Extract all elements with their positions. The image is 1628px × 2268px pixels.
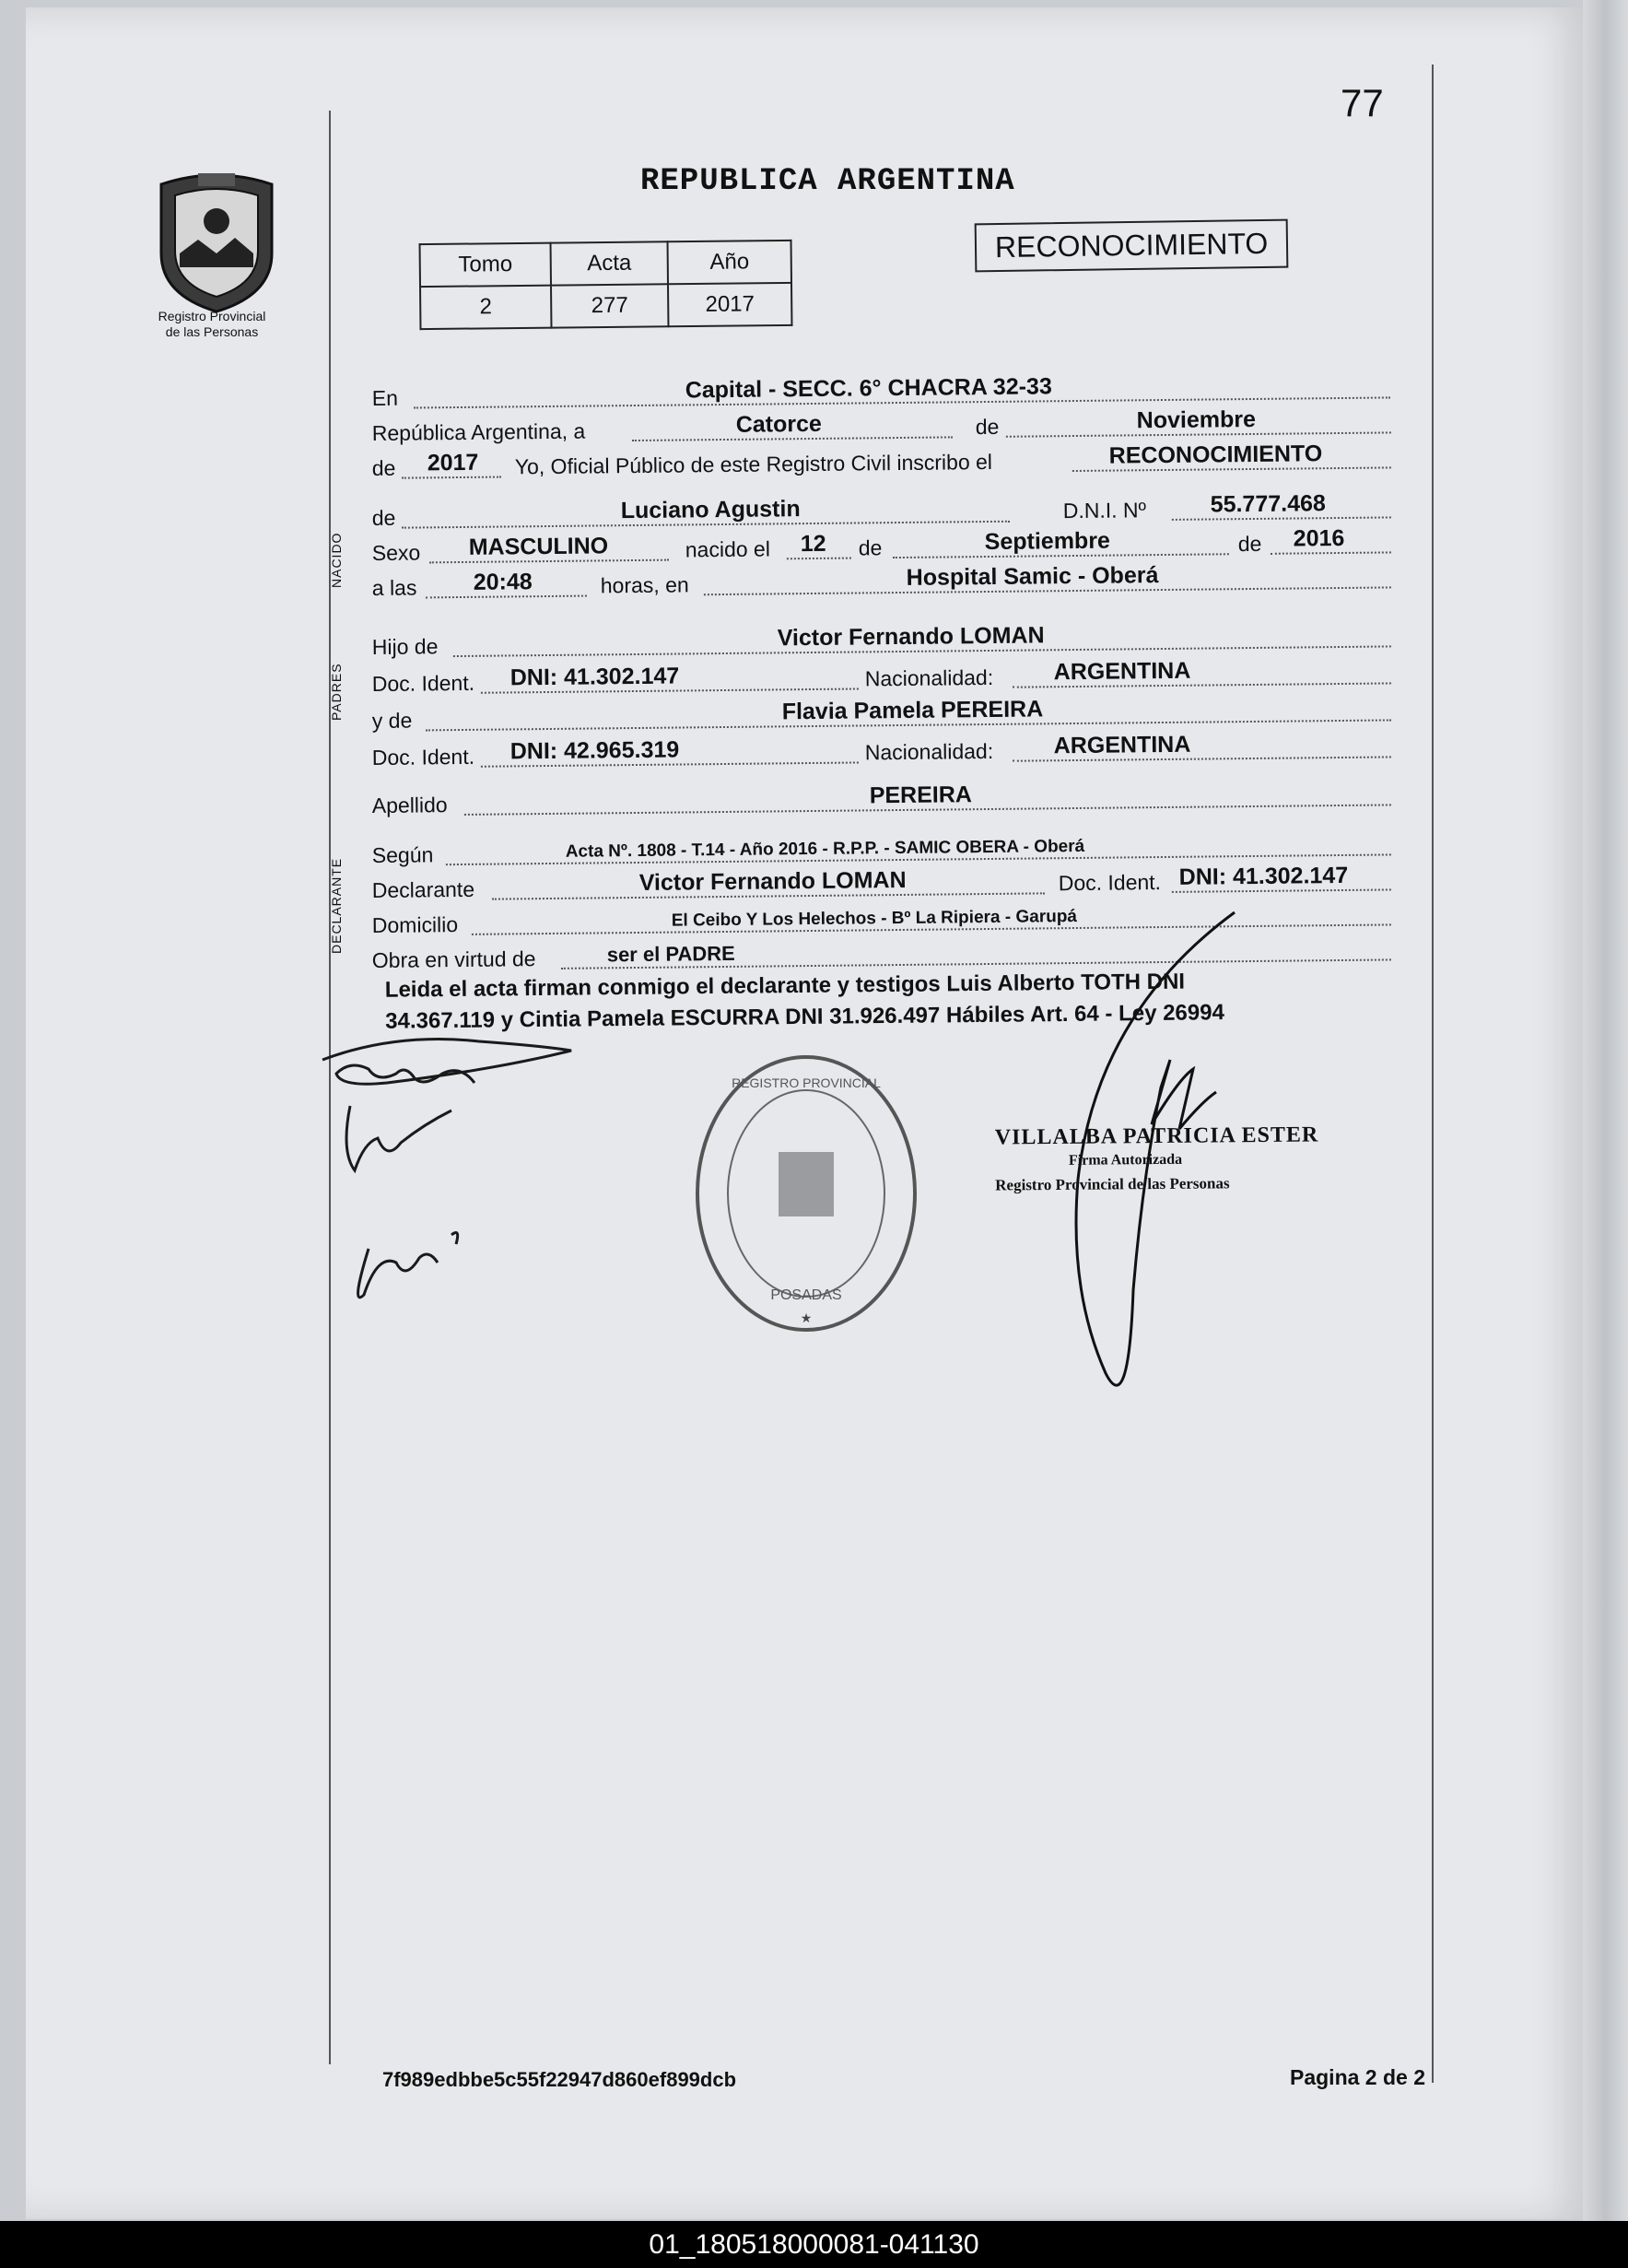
closing-line1: Leida el acta firman conmigo el declarante y testigos Luis Alberto TOTH DNI	[384, 969, 1186, 1003]
label-de-nombre: de	[371, 505, 396, 531]
label-en: En	[371, 385, 399, 411]
document-type-box: RECONOCIMIENTO	[975, 219, 1289, 273]
label-declarante-doc: Doc. Ident.	[1058, 870, 1162, 896]
label-de-anio-nac: de	[1237, 531, 1262, 557]
official-signature	[1041, 903, 1271, 1401]
value-padre-nacionalidad: ARGENTINA	[1053, 657, 1191, 686]
acta-header-acta: Acta	[551, 241, 668, 285]
official-name: VILLALBA PATRICIA ESTER	[994, 1122, 1319, 1150]
label-doc-ident-padre: Doc. Ident.	[371, 670, 475, 697]
label-declarante: Declarante	[371, 876, 475, 903]
label-domicilio: Domicilio	[371, 912, 459, 938]
value-mes: Noviembre	[1136, 405, 1257, 434]
label-nacionalidad-padre: Nacionalidad:	[864, 664, 994, 691]
value-hora: 20:48	[473, 569, 533, 595]
seal-caption-line1: Registro Provincial	[158, 309, 266, 323]
provincia-misiones-seal-icon	[147, 166, 286, 313]
svg-text:REGISTRO PROVINCIAL: REGISTRO PROVINCIAL	[732, 1075, 881, 1090]
value-domicilio: El Ceibo Y Los Helechos - Bº La Ripiera - Garupá	[671, 906, 1078, 931]
value-dia: Catorce	[735, 410, 822, 438]
document-title: REPUBLICA ARGENTINA	[640, 164, 1015, 199]
value-padre: Victor Fernando LOMAN	[777, 622, 1045, 652]
acta-header-tomo: Tomo	[420, 243, 551, 287]
value-en: Capital - SECC. 6° CHACRA 32-33	[685, 373, 1052, 404]
value-nacido-dia: 12	[800, 530, 826, 558]
seal-caption	[129, 309, 295, 340]
side-label-nacido: NACIDO	[329, 532, 344, 588]
label-de-anio: de	[371, 455, 396, 481]
registro-provincial-round-stamp-icon	[691, 1051, 921, 1336]
value-madre: Flavia Pamela PEREIRA	[781, 696, 1044, 725]
official-line2: Firma Autorizada	[1068, 1151, 1183, 1169]
witness-signatures	[313, 1032, 590, 1336]
value-nacido-mes: Septiembre	[984, 527, 1111, 556]
label-dni: D.N.I. Nº	[1062, 498, 1147, 523]
seal-caption-line2: de las Personas	[165, 324, 259, 339]
value-segun: Acta Nº. 1808 - T.14 - Año 2016 - R.P.P. - SAMIC OBERA - Oberá	[565, 836, 1085, 862]
label-republica: República Argentina, a	[371, 418, 586, 446]
value-declarante: Victor Fernando LOMAN	[638, 866, 907, 896]
label-nacionalidad-madre: Nacionalidad:	[864, 738, 994, 765]
value-madre-nacionalidad: ARGENTINA	[1053, 731, 1191, 759]
acta-table	[419, 240, 793, 330]
right-margin-line	[1432, 65, 1434, 2083]
value-nombre: Luciano Agustin	[620, 496, 801, 524]
value-apellido: PEREIRA	[869, 781, 973, 809]
label-oficial: Yo, Oficial Público de este Registro Civil inscribo el	[514, 449, 993, 479]
value-inscribo: RECONOCIMIENTO	[1108, 441, 1323, 469]
side-label-padres: PADRES	[329, 663, 344, 721]
value-obra: ser el PADRE	[606, 941, 735, 967]
acta-value-anio: 2017	[668, 283, 791, 326]
acta-table-value-row	[420, 283, 791, 329]
closing-line2: 34.367.119 y Cintia Pamela ESCURRA DNI 31.926.497 Hábiles Art. 64 - Ley 26994	[385, 1000, 1225, 1034]
paper-edge	[1583, 0, 1628, 2221]
value-madre-doc: DNI: 42.965.319	[509, 736, 680, 765]
page-number: 77	[1341, 81, 1384, 124]
svg-text:★: ★	[800, 1310, 813, 1325]
label-nacido: nacido el	[685, 536, 771, 562]
value-anio: 2017	[427, 449, 479, 476]
acta-value-tomo: 2	[420, 286, 551, 329]
label-alas: a las	[371, 575, 417, 601]
side-label-declarante: DECLARANTE	[329, 857, 344, 954]
document-hash: 7f989edbbe5c55f22947d860ef899dcb	[382, 2068, 737, 2091]
label-apellido: Apellido	[371, 793, 448, 818]
label-doc-ident-madre: Doc. Ident.	[371, 744, 475, 770]
official-line3: Registro Provincial de las Personas	[995, 1174, 1230, 1194]
label-de-mes: de	[858, 535, 883, 560]
label-segun: Según	[371, 842, 434, 868]
label-obra: Obra en virtud de	[371, 946, 536, 973]
acta-table-header-row	[420, 241, 791, 287]
label-horas-en: horas, en	[600, 572, 689, 598]
value-declarante-doc: DNI: 41.302.147	[1178, 862, 1349, 890]
page-indicator: Pagina 2 de 2	[1290, 2065, 1426, 2089]
value-lugar: Hospital Samic - Oberá	[906, 562, 1159, 591]
value-sexo: MASCULINO	[468, 533, 609, 560]
value-nacido-anio: 2016	[1293, 524, 1345, 552]
value-dni: 55.777.468	[1210, 490, 1326, 518]
value-padre-doc: DNI: 41.302.147	[509, 663, 680, 691]
label-sexo: Sexo	[371, 540, 421, 566]
acta-header-anio: Año	[668, 241, 791, 284]
acta-value-acta: 277	[551, 284, 668, 327]
label-hijo-de: Hijo de	[371, 634, 439, 660]
label-de: de	[975, 414, 1000, 440]
svg-text:POSADAS: POSADAS	[770, 1287, 842, 1303]
scan-footer-id: 01_180518000081-041130	[0, 2221, 1628, 2268]
label-y-de: y de	[371, 708, 413, 734]
